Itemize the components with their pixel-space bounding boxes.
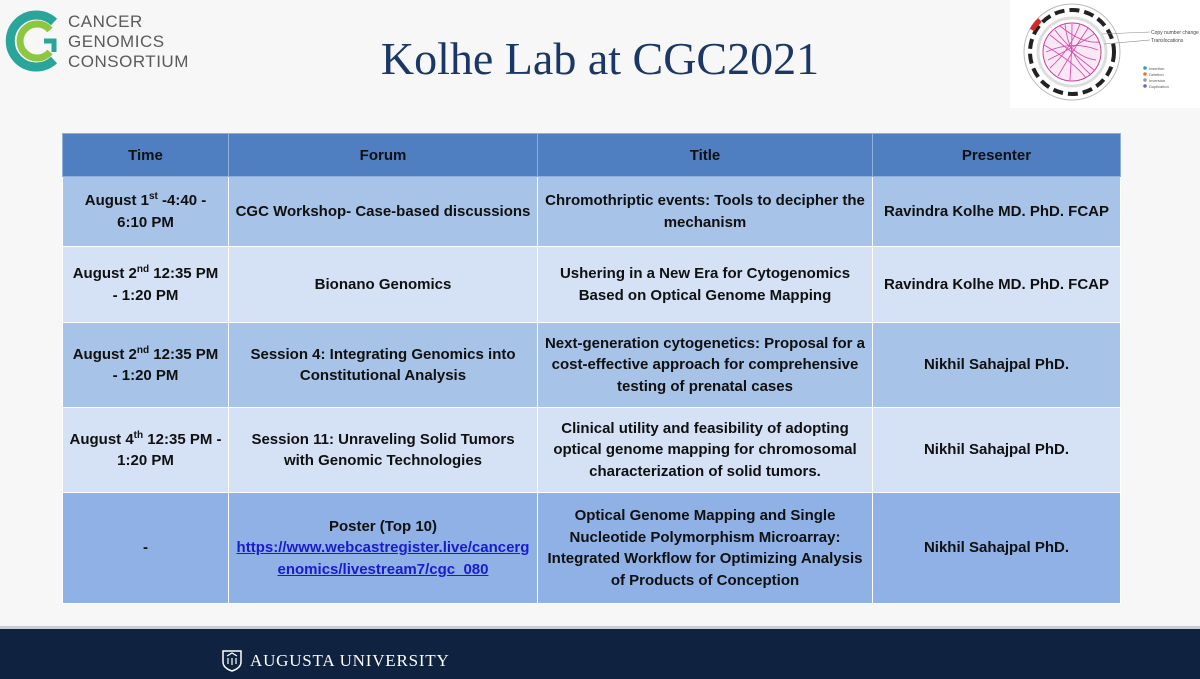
footer-bar [0, 626, 1200, 679]
time-range: 12:35 PM - 1:20 PM [117, 430, 222, 469]
table-row [63, 493, 1121, 604]
footer-university-name: AUGUSTA UNIVERSITY [250, 651, 450, 670]
time-ordinal: th [133, 429, 144, 441]
cell-time: - [63, 493, 229, 604]
table-row [63, 323, 1121, 408]
table-row [63, 177, 1121, 247]
time-date: August 2 [72, 345, 137, 363]
time-range: 12:35 PM - 1:20 PM [112, 265, 219, 304]
cell-forum: Session 11: Unraveling Solid Tumors with Genomic Technologies [229, 408, 538, 493]
cell-forum: Bionano Genomics [229, 247, 538, 323]
cell-presenter: Nikhil Sahajpal PhD. [873, 408, 1121, 493]
cell-forum: Session 4: Integrating Genomics into Constitutional Analysis [229, 323, 538, 408]
poster-label: Poster (Top 10) [328, 517, 438, 535]
circos-legend-deletion: Deletion [1149, 72, 1164, 77]
header-title: Title [538, 134, 873, 177]
time-date: August 1 [84, 192, 149, 209]
cell-title: Clinical utility and feasibility of adopting optical genome mapping for chromosomal characterization of solid tumors. [538, 408, 873, 493]
time-range: 12:35 PM - 1:20 PM [112, 345, 219, 384]
cell-title: Ushering in a New Era for Cytogenomics Based on Optical Genome Mapping [538, 247, 873, 323]
table-row [63, 408, 1121, 493]
schedule-table [62, 133, 1121, 604]
circos-plot-image [1010, 0, 1200, 108]
cell-presenter: Ravindra Kolhe MD. PhD. FCAP [873, 247, 1121, 323]
time-date: August 2 [72, 265, 137, 282]
cell-time [63, 247, 229, 323]
table-header-row [63, 134, 1121, 177]
circos-label-copy-number: Copy number change [1151, 30, 1199, 36]
cell-title: Optical Genome Mapping and Single Nucleotide Polymorphism Microarray: Integrated Workflow for Optimizing Analysis of Products of Conception [538, 493, 873, 604]
table-row [63, 247, 1121, 323]
cell-forum: CGC Workshop- Case-based discussions [229, 177, 538, 247]
time-ordinal: st [148, 191, 158, 202]
logo-line2: GENOMICS [68, 32, 165, 51]
header-forum: Forum [229, 134, 538, 177]
logo-line1: CANCER [68, 12, 143, 31]
time-ordinal: nd [136, 344, 150, 356]
cell-title: Chromothriptic events: Tools to decipher the mechanism [538, 177, 873, 247]
cell-time [63, 177, 229, 247]
circos-legend-duplication: Duplication [1149, 84, 1169, 89]
time-ordinal: nd [136, 264, 150, 275]
cell-presenter: Nikhil Sahajpal PhD. [873, 323, 1121, 408]
page-title: Kolhe Lab at CGC2021 [380, 33, 820, 84]
time-date: August 4 [69, 430, 134, 448]
time-range: -4:40 - 6:10 PM [117, 192, 207, 231]
cell-presenter: Nikhil Sahajpal PhD. [873, 493, 1121, 604]
poster-link[interactable]: https://www.webcastregister.live/cancergenomics/livestream7/cgc_080 [236, 539, 530, 578]
header-presenter: Presenter [873, 134, 1121, 177]
circos-legend-insertion: Insertion [1149, 66, 1165, 71]
cell-title: Next-generation cytogenetics: Proposal for a cost-effective approach for comprehensive testing of prenatal cases [538, 323, 873, 408]
circos-label-translocations: Translocations [1151, 38, 1184, 44]
circos-legend-inversion: Inversion [1149, 78, 1166, 83]
cell-forum [229, 493, 538, 604]
cell-time [63, 408, 229, 493]
augusta-crest-icon [221, 648, 243, 672]
cell-time [63, 323, 229, 408]
header-time: Time [63, 134, 229, 177]
cell-presenter: Ravindra Kolhe MD. PhD. FCAP [873, 177, 1121, 247]
footer-divider [0, 626, 1200, 629]
logo-line3: CONSORTIUM [68, 52, 189, 71]
